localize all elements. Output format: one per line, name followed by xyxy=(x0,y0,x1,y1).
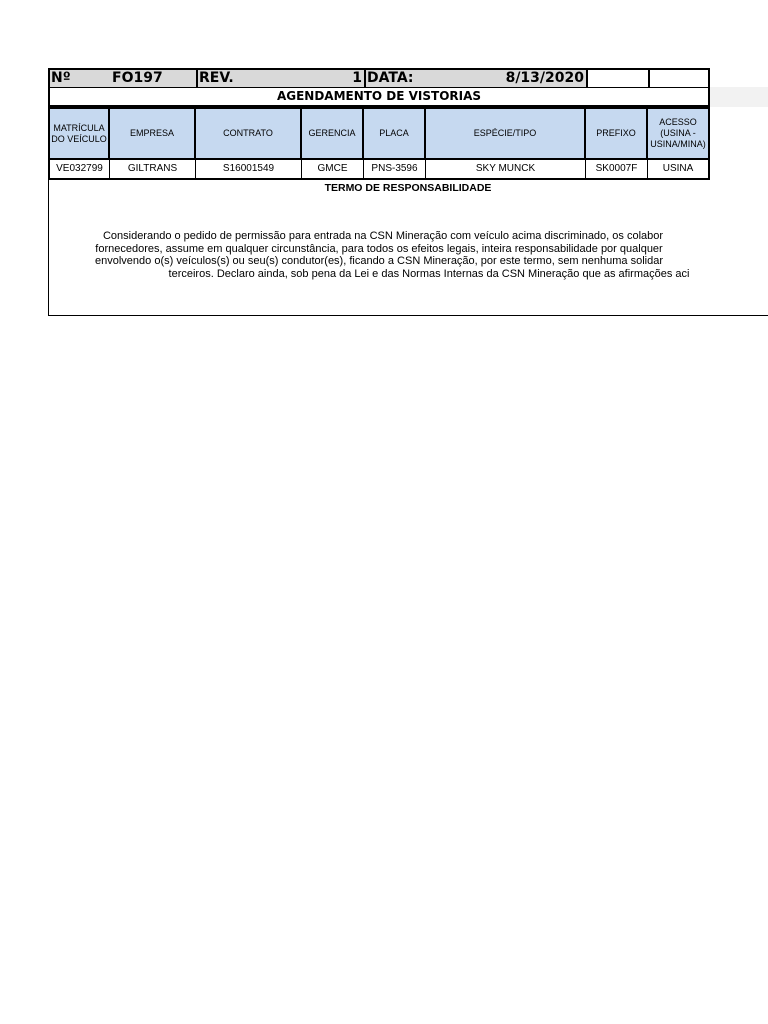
table-cell-matricula[interactable]: VE032799 xyxy=(48,160,110,180)
table-cell-prefixo[interactable]: SK0007F xyxy=(586,160,648,180)
column-header-gerencia: GERENCIA xyxy=(302,107,364,160)
table-cell-empresa[interactable]: GILTRANS xyxy=(110,160,196,180)
column-header-placa: PLACA xyxy=(364,107,426,160)
column-header-especie: ESPÉCIE/TIPO xyxy=(426,107,586,160)
column-header-prefixo: PREFIXO xyxy=(586,107,648,160)
revision-cell[interactable] xyxy=(196,68,364,88)
termo-title: TERMO DE RESPONSABILIDADE xyxy=(324,182,492,194)
column-header-contrato: CONTRATO xyxy=(196,107,302,160)
numero-label: Nº xyxy=(51,70,71,86)
column-header-matricula: MATRÍCULA DO VEÍCULO xyxy=(48,107,110,160)
table-cell-gerencia[interactable]: GMCE xyxy=(302,160,364,180)
date-value: 8/13/2020 xyxy=(505,70,584,86)
table-cell-placa[interactable]: PNS-3596 xyxy=(364,160,426,180)
table-cell-contrato[interactable]: S16001549 xyxy=(196,160,302,180)
table-cell-especie[interactable]: SKY MUNCK xyxy=(426,160,586,180)
termo-text xyxy=(48,230,710,280)
column-header-acesso: ACESSO (USINA - USINA/MINA) xyxy=(648,107,710,160)
revision-label: REV. xyxy=(199,70,234,86)
termo-line-1: Considerando o pedido de permissão para entrada na CSN Mineração com veículo acima discriminado, os colabor xyxy=(102,230,664,242)
termo-line-3: envolvendo o(s) veículos(s) ou seu(s) condutor(es), ficando a CSN Mineração, por este termo, sem nenhuma solidar xyxy=(95,255,663,267)
date-label: DATA: xyxy=(367,70,414,86)
date-cell[interactable] xyxy=(364,68,586,88)
numero-cell[interactable] xyxy=(48,68,196,88)
numero-value: FO197 xyxy=(112,70,163,86)
table-cell-acesso[interactable]: USINA xyxy=(648,160,710,180)
header-empty-cell-1[interactable] xyxy=(586,68,648,88)
header-empty-cell-2[interactable] xyxy=(648,68,710,88)
column-header-empresa: EMPRESA xyxy=(110,107,196,160)
termo-line-4: terceiros. Declaro ainda, sob pena da Lei e das Normas Internas da CSN Mineração que as afirmações aci xyxy=(168,267,690,280)
form-title: AGENDAMENTO DE VISTORIAS xyxy=(48,88,710,107)
termo-line-2: fornecedores, assume em qualquer circunstância, para todos os efeitos legais, inteira responsabilidade por qualquer xyxy=(95,242,663,255)
title-extension-cell[interactable] xyxy=(710,87,768,107)
revision-value: 1 xyxy=(352,70,362,86)
